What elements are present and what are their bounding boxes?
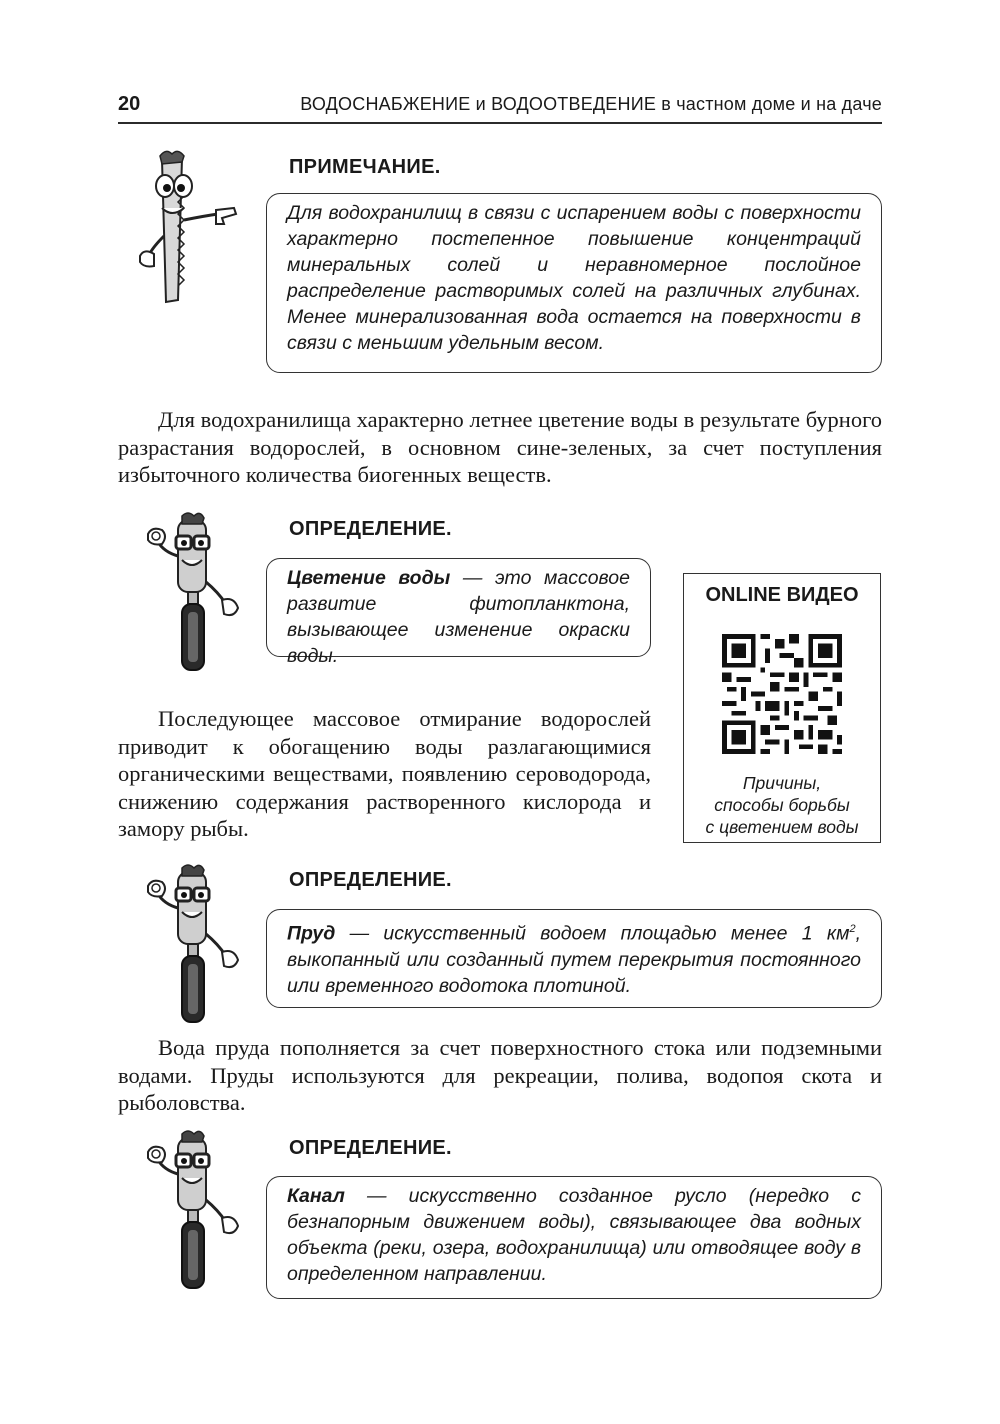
online-video-title: ONLINE ВИДЕО — [705, 584, 859, 606]
definition-2-superscript: 2 — [849, 923, 856, 935]
definition-1-box — [266, 558, 651, 667]
note-text: Для водохранилищ в связи с испарением воды с поверхности характерно постепенное повышение концентраций минеральных солей и неравномерное послойное распределение растворимых солей на различных глубинах. Менее минерализованная вода остается на поверхности в связи с меньшим удельным весом. — [287, 202, 861, 354]
page-header — [118, 88, 882, 124]
qr-code-icon[interactable] — [722, 634, 842, 754]
page-number: 20 — [118, 93, 141, 115]
online-video-box[interactable] — [683, 573, 881, 843]
paragraph-3: Вода пруда пополняется за счет поверхностного стока или подземными водами. Пруды используются для рекреации, полива, водопоя скота и рыболовства. — [118, 1035, 882, 1115]
definition-3-heading: ОПРЕДЕЛЕНИЕ. — [289, 1137, 452, 1159]
definition-2-heading: ОПРЕДЕЛЕНИЕ. — [289, 869, 452, 891]
note-box — [266, 193, 882, 373]
online-video-caption-line-3: с цветением воды — [705, 817, 859, 837]
definition-2-text-b: , выкопанный или созданный путем перекрытия постоянного или временного водотока плотиной. — [287, 922, 861, 997]
definition-3-box — [266, 1176, 882, 1299]
paragraph-1: Для водохранилища характерно летнее цветение воды в результате бурного разрастания водорослей, в основном сине-зеленых, за счет поступления избыточного количества биогенных веществ. — [118, 407, 882, 487]
definition-1-heading: ОПРЕДЕЛЕНИЕ. — [289, 518, 452, 540]
definition-3-text: — искусственно созданное русло (нередко с безнапорным движением воды), связывающее два водных объекта (реки, озера, водохранилища) или отводящее воду в определенном направлении. — [287, 1185, 861, 1285]
note-heading: ПРИМЕЧАНИЕ. — [289, 156, 441, 178]
paragraph-2: Последующее массовое отмирание водорослей приводит к обогащению воды разлагающимися органическими веществами, появлению сероводорода, снижению содержания растворенного кислорода и замору рыбы. — [118, 706, 651, 841]
screwdriver-mascot-icon — [138, 864, 248, 1024]
screwdriver-mascot-icon — [138, 512, 248, 672]
definition-1-text: — это массовое развитие фитопланктона, вызывающее изменение окраски воды. — [287, 567, 630, 667]
definition-3-term: Канал — [287, 1185, 345, 1207]
online-video-caption-line-1: Причины, — [742, 773, 822, 793]
definition-2-text-a: — искусственный водоем площадью менее 1 км — [335, 922, 850, 945]
screwdriver-mascot-icon — [138, 1130, 248, 1290]
online-video-caption — [684, 772, 880, 838]
definition-1-term: Цветение воды — [287, 567, 451, 589]
saw-mascot-icon — [132, 150, 247, 310]
running-title: ВОДОСНАБЖЕНИЕ и ВОДООТВЕДЕНИЕ в частном доме и на даче — [300, 94, 882, 114]
online-video-caption-line-2: способы борьбы — [714, 795, 850, 815]
definition-2-box — [266, 909, 882, 1008]
definition-2-term: Пруд — [287, 922, 336, 945]
